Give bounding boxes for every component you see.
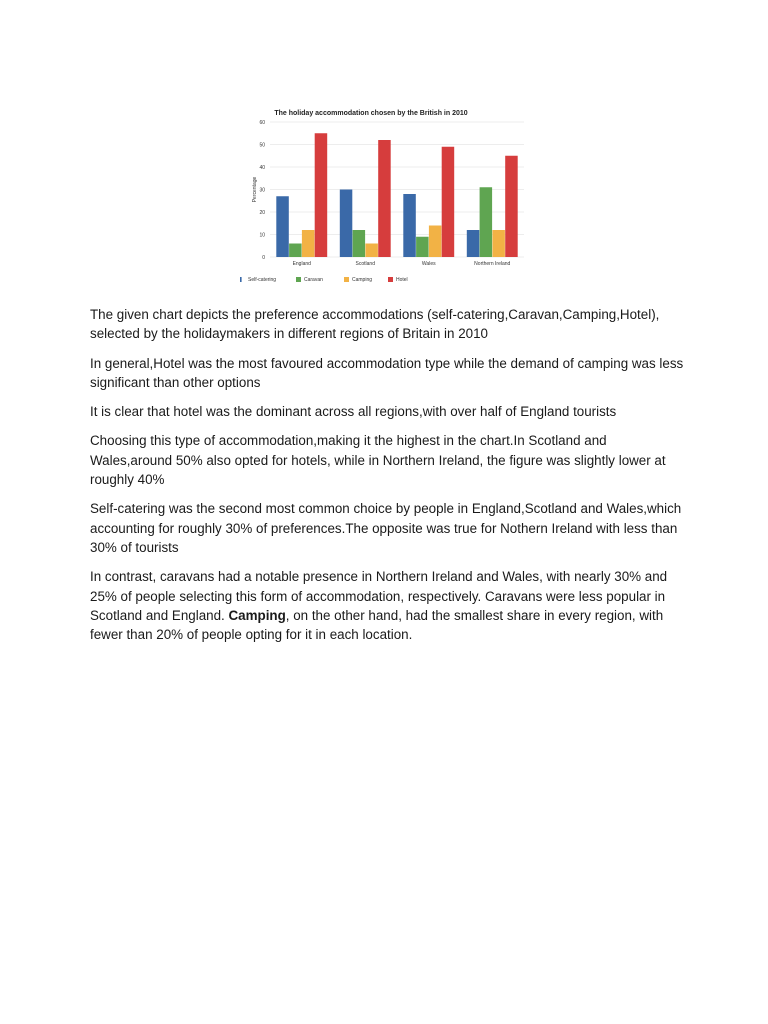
- x-tick-label: Scotland: [355, 261, 375, 267]
- y-tick-labels: [259, 120, 265, 261]
- paragraph-hotel-dominant: It is clear that hotel was the dominant across all regions,with over half of England tourists: [90, 404, 617, 420]
- bar: [365, 244, 378, 258]
- bar: [276, 196, 289, 257]
- chart-canvas: [236, 103, 532, 295]
- bars: [276, 133, 517, 257]
- y-tick-label: 60: [259, 119, 265, 126]
- bar: [505, 156, 518, 257]
- paragraph-caravans-camping: [90, 567, 690, 644]
- document-body: [90, 305, 690, 654]
- bar: [302, 230, 315, 257]
- bar: [480, 187, 493, 257]
- legend-label: Hotel: [396, 277, 408, 283]
- y-tick-label: 30: [259, 187, 265, 194]
- legend-label: Self-catering: [248, 277, 277, 283]
- bar: [315, 133, 328, 257]
- bar: [340, 190, 353, 258]
- x-tick-labels: [293, 261, 511, 267]
- y-tick-label: 20: [259, 209, 265, 216]
- paragraph-hotel-details: Choosing this type of accommodation,making it the highest in the chart.In Scotland and Wales,around 50% also opted for hotels, while in Northern Ireland, the figure was slightly lower at roughly 40%: [90, 433, 666, 488]
- legend-label: Caravan: [304, 277, 323, 283]
- paragraph-overview: In general,Hotel was the most favoured accommodation type while the demand of camping was less significant than other options: [90, 355, 684, 390]
- bar: [353, 230, 366, 257]
- paragraph-intro: The given chart depicts the preference accommodations (self-catering,Caravan,Camping,Hotel), selected by the holidaymakers in different regions of Britain in 2010: [90, 307, 660, 342]
- camping-bold-text: Camping: [228, 607, 286, 623]
- legend-swatch: [344, 277, 349, 282]
- bar: [429, 226, 442, 258]
- chart-title: The holiday accommodation chosen by the British in 2010: [274, 110, 468, 117]
- bar-chart: [236, 103, 532, 295]
- bar: [467, 230, 480, 257]
- bar: [416, 237, 429, 257]
- bar: [492, 230, 505, 257]
- x-tick-label: Northern Ireland: [474, 261, 511, 267]
- y-axis-label: Percentage: [252, 176, 258, 203]
- legend-swatch: [240, 277, 242, 282]
- y-tick-label: 50: [259, 142, 265, 149]
- y-tick-label: 0: [262, 254, 265, 261]
- legend-swatch: [388, 277, 393, 282]
- paragraph-camping-text: , on the other hand, had the smallest share in every region, with fewer than 20% of people opting for it in each location.: [90, 607, 664, 643]
- legend-swatch: [296, 277, 301, 282]
- y-tick-label: 10: [259, 232, 265, 239]
- legend-label: Camping: [352, 277, 373, 283]
- bar: [378, 140, 391, 257]
- bar: [289, 244, 302, 258]
- x-tick-label: Wales: [421, 261, 436, 267]
- bar: [403, 194, 416, 257]
- x-tick-label: England: [292, 261, 311, 267]
- bar: [442, 147, 455, 257]
- y-tick-label: 40: [259, 164, 265, 171]
- legend: [240, 277, 408, 283]
- paragraph-caravans-text: In contrast, caravans had a notable presence in Northern Ireland and Wales, with nearly 30% and 25% of people selecting this form of accommodation, respectively. Caravans were less popular in Scotland and England.: [90, 569, 668, 623]
- paragraph-self-catering: Self-catering was the second most common choice by people in England,Scotland and Wales,which accounting for roughly 30% of preferences.The opposite was true for Nothern Ireland with less than 30% of tourists: [90, 501, 682, 555]
